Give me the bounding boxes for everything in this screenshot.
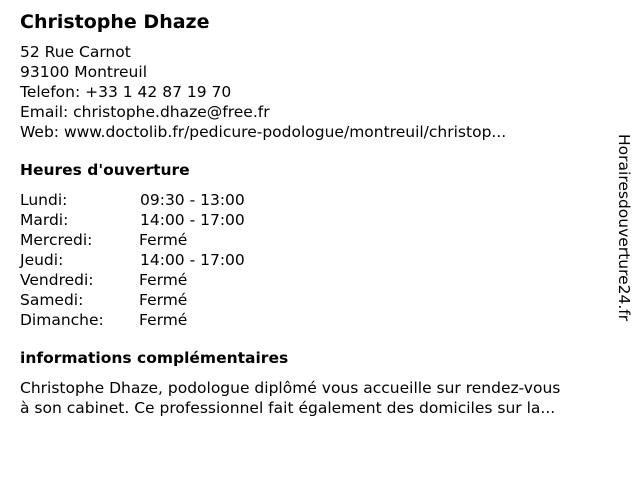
time-value: 09:30 - 13:00 bbox=[140, 191, 245, 209]
hours-row-wednesday bbox=[20, 230, 610, 250]
day-label: Samedi: bbox=[20, 291, 84, 309]
site-watermark bbox=[614, 134, 634, 374]
opening-hours bbox=[20, 190, 610, 330]
day-label: Jeudi: bbox=[20, 251, 64, 269]
time-value: Fermé bbox=[139, 311, 188, 329]
day-label: Vendredi: bbox=[20, 271, 94, 289]
address-street: 52 Rue Carnot bbox=[20, 43, 131, 61]
business-name: Christophe Dhaze bbox=[20, 11, 210, 33]
day-label: Dimanche: bbox=[20, 311, 104, 329]
phone: Telefon: +33 1 42 87 19 70 bbox=[20, 83, 232, 101]
address-city: 93100 Montreuil bbox=[20, 63, 147, 81]
hours-row-monday bbox=[20, 190, 610, 210]
info-text-line-2: à son cabinet. Ce professionnel fait également des domiciles sur la... bbox=[20, 399, 556, 417]
day-label: Mercredi: bbox=[20, 231, 93, 249]
hours-row-sunday bbox=[20, 310, 610, 330]
hours-row-thursday bbox=[20, 250, 610, 270]
day-label: Mardi: bbox=[20, 211, 69, 229]
info-title: informations complémentaires bbox=[20, 349, 289, 367]
hours-row-saturday bbox=[20, 290, 610, 310]
email: Email: christophe.dhaze@free.fr bbox=[20, 103, 270, 121]
time-value: Fermé bbox=[139, 291, 188, 309]
time-value: Fermé bbox=[139, 271, 188, 289]
hours-row-friday bbox=[20, 270, 610, 290]
business-card bbox=[20, 10, 610, 418]
hours-row-tuesday bbox=[20, 210, 610, 230]
time-value: 14:00 - 17:00 bbox=[140, 211, 245, 229]
time-value: Fermé bbox=[139, 231, 188, 249]
hours-title: Heures d'ouverture bbox=[20, 161, 190, 179]
site-watermark-text: Horairesdouverture24.fr bbox=[615, 134, 633, 322]
day-label: Lundi: bbox=[20, 191, 68, 209]
website: Web: www.doctolib.fr/pedicure-podologue/montreuil/christop... bbox=[20, 123, 507, 141]
info-text-line-1: Christophe Dhaze, podologue diplômé vous accueille sur rendez-vous bbox=[20, 379, 561, 397]
time-value: 14:00 - 17:00 bbox=[140, 251, 245, 269]
